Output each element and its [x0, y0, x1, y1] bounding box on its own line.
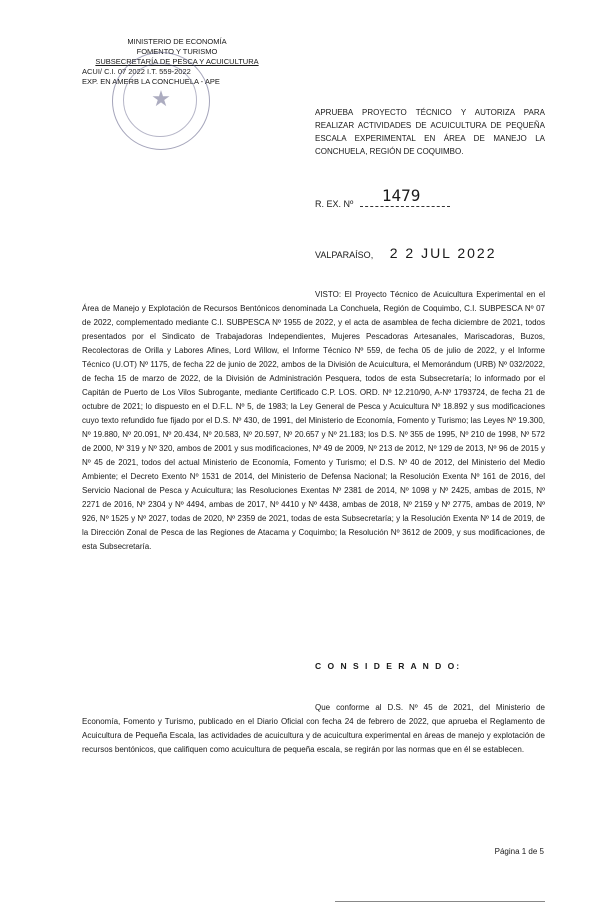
considerando-heading: C O N S I D E R A N D O:: [315, 661, 462, 671]
resolution-number-field: [360, 186, 450, 207]
file-reference: EXP. EN AMERB LA CONCHUELA - APE: [82, 77, 220, 86]
subsecretariat-name: SUBSECRETARÍA DE PESCA Y ACUICULTURA: [95, 57, 259, 66]
ministry-subname: FOMENTO Y TURISMO: [136, 47, 218, 56]
ministry-name: MINISTERIO DE ECONOMÍA: [127, 37, 227, 46]
footer-divider: [335, 901, 545, 902]
resolution-title: APRUEBA PROYECTO TÉCNICO Y AUTORIZA PARA REALIZAR ACTIVIDADES DE ACUICULTURA DE PEQUEÑA ESCALA EXPERIMENTAL EN ÁREA DE MANEJO LA CONCHUELA, REGIÓN DE COQUIMBO.: [315, 108, 545, 156]
official-seal-icon: [112, 52, 210, 150]
seal-star-icon: ★: [151, 86, 171, 111]
city: VALPARAÍSO,: [315, 250, 374, 260]
resolution-label: R. EX. Nº: [315, 199, 354, 209]
visto-paragraph: VISTO: El Proyecto Técnico de Acuicultura Experimental en el Área de Manejo y Explotación de Recursos Bentónicos denominada La Conchuela, Región de Coquimbo, C.I. SUBPESCA Nº 07 de 2022, complementado mediante C.I. SUBPESCA Nº 1955 de 2022, y el acta de asamblea de fecha diciembre de 2021, todos presentados por el Sindicato de Trabajadoras Independientes, Mujeres Pescadoras Artesanales, Mariscadoras, Buzos, Recolectoras de Orilla y Labores Afines, Lord Willow, el Informe Técnico Nº 559, de fecha 05 de julio de 2022, y el Informe Técnico (U.OT) Nº 1175, de fecha 22 de junio de 2022, ambos de la División de Acuicultura, el Memorándum (URB) Nº 032/2022, de fecha 15 de marzo de 2022, de la División de Administración Pesquera, todos de esta Subsecretaría; lo informado por el Capitán de Puerto de Los Vilos Subrogante, mediante Certificado C.P. LOS. ORD. Nº 12.210/90, A-Nº 1793724, de fecha 21 de octubre de 2021; lo dispuesto en el D.F.L. Nº 5, de 1983; la Ley General de Pesca y Acuicultura Nº 18.892 y sus modificaciones cuyo texto refundido fue fijado por el D.S. Nº 430, de 1991, del Ministerio de Economía, Fomento y Turismo; las Leyes Nº 19.300, Nº 19.880, Nº 20.091, Nº 20.434, Nº 20.583, Nº 20.597, Nº 20.657 y Nº 21.183; los D.S. Nº 355 de 1995, Nº 210 de 1998, Nº 572 de 2000, Nº 319 y Nº 320, ambos de 2001 y sus modificaciones, Nº 49 de 2009, Nº 213 de 2012, Nº 129 de 2013, Nº 96 de 2015 y Nº 45 de 2021, todos del actual Ministerio de Economía, Fomento y Turismo; el D.S. Nº 40 de 2012, del Ministerio del Medio Ambiente; el Decreto Exento Nº 1531 de 2014, del Ministerio de Defensa Nacional; la Resolución Exenta Nº 161 de 2016, del Servicio Nacional de Pesca y Acuicultura; las Resoluciones Exentas Nº 2381 de 2014, Nº 1098 y Nº 2425, ambas de 2015, Nº 2271 de 2016, Nº 2304 y Nº 4494, ambas de 2017, Nº 4410 y Nº 4438, ambas de 2018, Nº 2159 y Nº 2775, ambas de 2019, Nº 926, Nº 1525 y Nº 2027, todas de 2020, Nº 2359 de 2021, todas de esta Subsecretaría; y la Resolución Exenta Nº 14 de 2019, de la Dirección Zonal de Pesca de las Regiones de Atacama y Coquimbo; la Resolución Nº 3612 de 2009, y sus modificaciones, de esta Subsecretaría.: [82, 290, 545, 551]
reference-code: ACUI/ C.I. 07 2022 I.T. 559-2022: [82, 67, 191, 76]
place-date-line: [315, 245, 496, 261]
resolution-number-line: [315, 186, 450, 209]
stamped-date: 2 2 JUL 2022: [389, 245, 497, 261]
resolution-number: 1479: [381, 186, 421, 205]
considerando-paragraph: Que conforme al D.S. Nº 45 de 2021, del Ministerio de Economía, Fomento y Turismo, publicado en el Diario Oficial con fecha 24 de febrero de 2022, que aprueba el Reglamento de Acuicultura de Pequeña Escala, las actividades de acuicultura y de acuicultura experimental en áreas de manejo y explotación de recursos bentónicos, que califiquen como acuicultura de pequeña escala, se regirán por las normas que en él se establecen.: [82, 703, 545, 754]
page-number: Página 1 de 5: [494, 847, 544, 856]
